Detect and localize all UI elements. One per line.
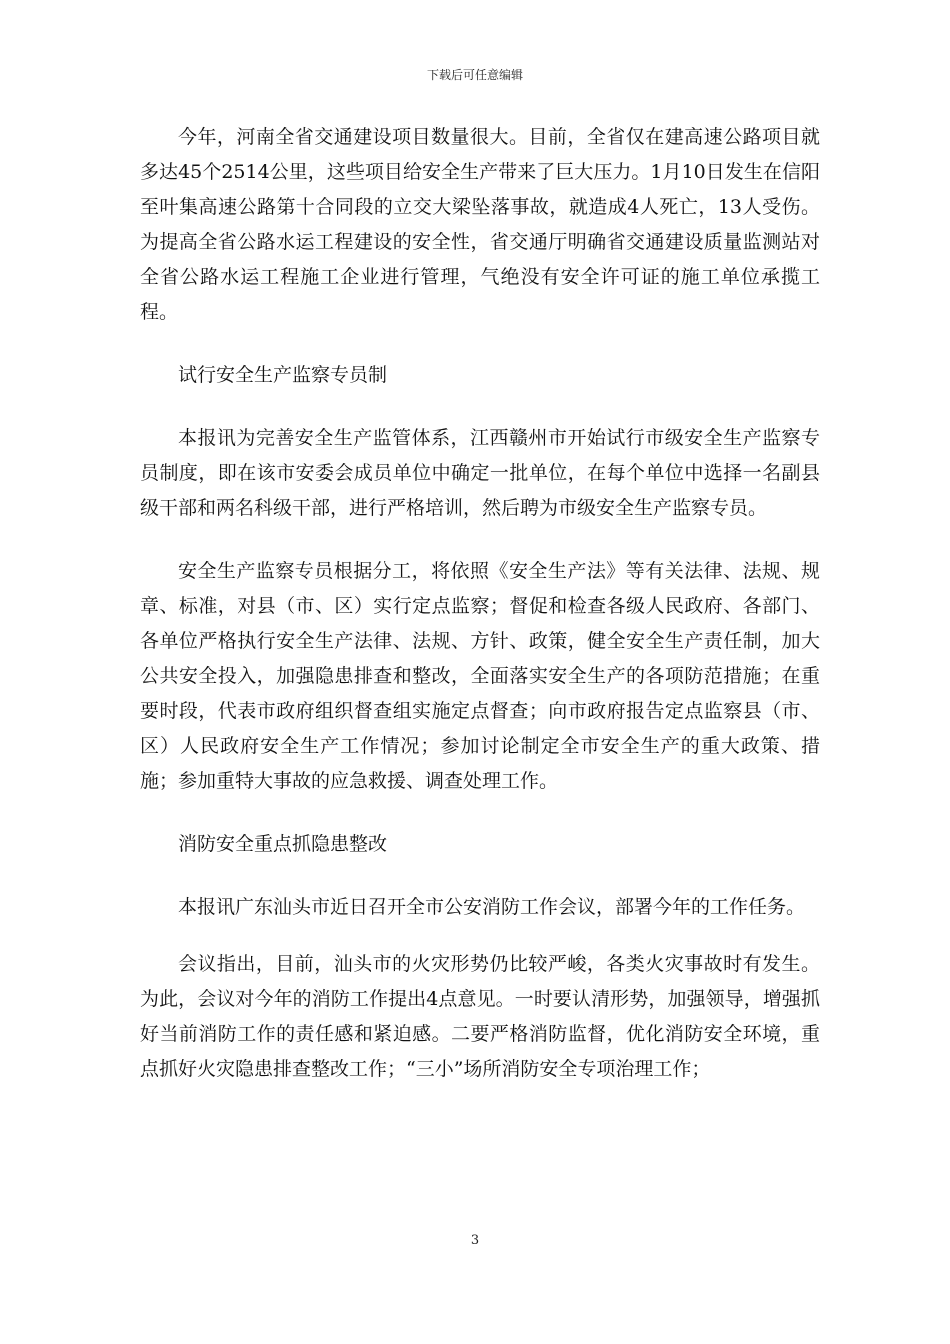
document-body [140,120,820,1115]
page-number: 3 [470,1233,480,1248]
paragraph-supervisor-duties: 安全生产监察专员根据分工，将依照《安全生产法》等有关法律、法规、规章、标准，对县（市、区）实行定点监察；督促和检查各级人民政府、各部门、各单位严格执行安全生产法律、法规、方针、政策，健全安全生产责任制，加大公共安全投入，加强隐患排查和整改，全面落实安全生产的各项防范措施；在重要时段，代表市政府组织督查组实施定点督查；向市政府报告定点监察县（市、区）人民政府安全生产工作情况；参加讨论制定全市安全生产的重大政策、措施；参加重特大事故的应急救援、调查处理工作。 [140,560,820,792]
paragraph-ganzhou-report: 本报讯为完善安全生产监管体系，江西赣州市开始试行市级安全生产监察专员制度，即在该市安委会成员单位中确定一批单位，在每个单位中选择一名副县级干部和两名科级干部，进行严格培训，然后聘为市级安全生产监察专员。 [140,427,820,519]
paragraph-shantou-report: 本报讯广东汕头市近日召开全市公安消防工作会议，部署今年的工作任务。 [178,896,806,918]
page-header: 下载后可任意编辑 [426,68,523,82]
section-heading-supervision: 试行安全生产监察专员制 [178,364,388,386]
paragraph-henan-traffic: 今年，河南全省交通建设项目数量很大。目前，全省仅在建高速公路项目就多达45个2514公里，这些项目给安全生产带来了巨大压力。1月10日发生在信阳至叶集高速公路第十合同段的立交大梁坠落事故，就造成4人死亡，13人受伤。为提高全省公路水运工程建设的安全性，省交通厅明确省交通建设质量监测站对全省公路水运工程施工企业进行管理，气绝没有安全许可证的施工单位承揽工程。 [140,126,820,323]
paragraph-meeting-points: 会议指出，目前，汕头市的火灾形势仍比较严峻，各类火灾事故时有发生。为此，会议对今年的消防工作提出4点意见。一时要认清形势，加强领导，增强抓好当前消防工作的责任感和紧迫感。二要严格消防监督，优化消防安全环境，重点抓好火灾隐患排查整改工作；“三小”场所消防安全专项治理工作； [140,953,820,1080]
section-heading-fire-safety: 消防安全重点抓隐患整改 [178,833,388,855]
